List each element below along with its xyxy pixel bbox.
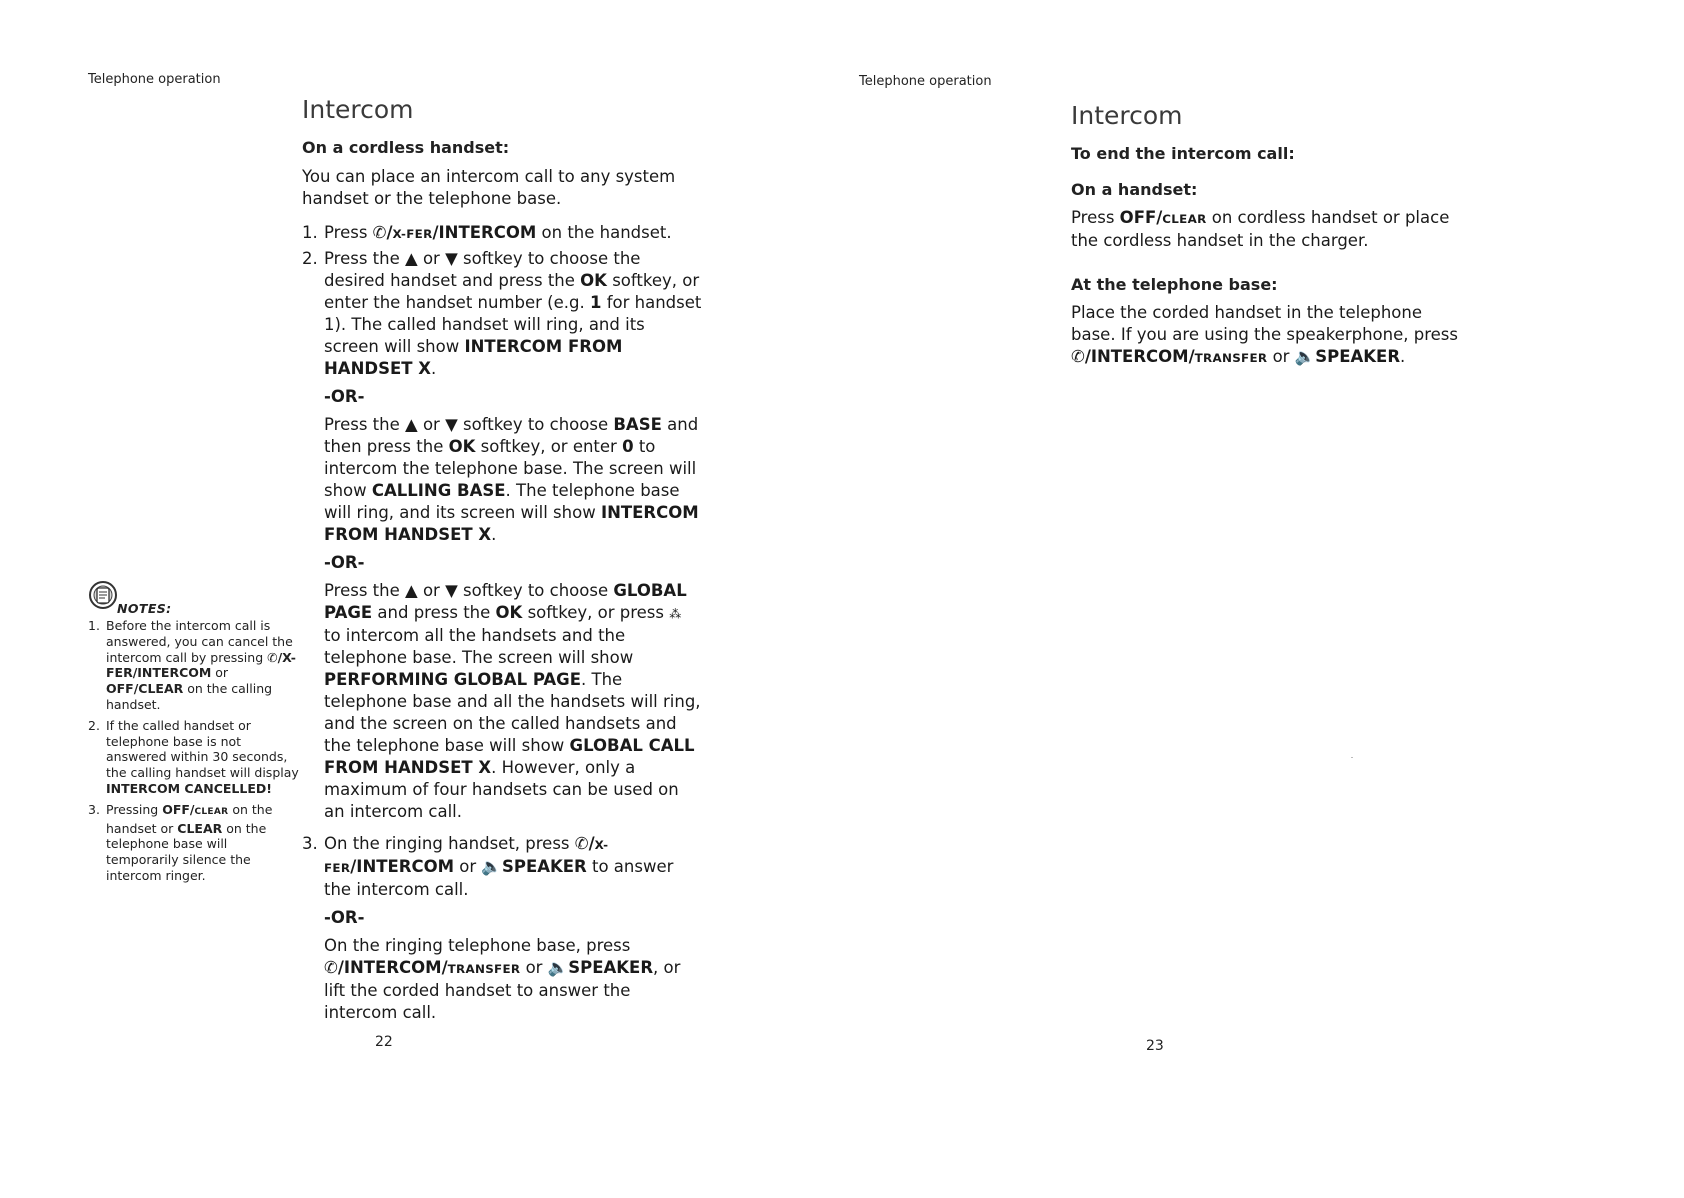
screen-message: CALLING BASE: [371, 481, 506, 500]
intro-paragraph: You can place an intercom call to any system handset or the telephone base.: [302, 167, 676, 208]
key-label: SPEAKER: [501, 857, 587, 876]
note-number: 3.: [88, 801, 100, 817]
step-text: softkey to choose: [457, 415, 614, 434]
key-label: SPEAKER: [1315, 347, 1401, 366]
body-text: Press: [1071, 208, 1120, 227]
step-1: [302, 222, 702, 245]
screen-message: GLOBAL CALL FROM HANDSET X: [324, 736, 695, 777]
step-text: . The telephone base and all the handsets will ring, and the screen on the called handsets and the telephone base will show: [324, 670, 701, 755]
note-text: If the called handset or telephone base is not answered within 30 seconds, the calling handset will display: [106, 717, 299, 781]
step-text: to answer the intercom call.: [324, 857, 674, 899]
running-head: Telephone operation: [859, 74, 992, 89]
body-text: Place the corded handset in the telephone base. If you are using the speakerphone, press: [1071, 303, 1458, 344]
step-text: or: [520, 958, 548, 977]
subheading-end-call: To end the intercom call:: [1071, 144, 1295, 163]
step-number: 1.: [302, 223, 318, 242]
screen-message: INTERCOM FROM HANDSET X: [324, 503, 699, 544]
alternative-2: [324, 580, 702, 823]
step-text: or: [417, 249, 446, 268]
step-text: Press the: [324, 415, 405, 434]
step-2: [302, 248, 702, 823]
key-label: 1: [589, 293, 602, 312]
screen-message: BASE: [613, 415, 662, 434]
step-text: or: [454, 857, 482, 876]
step-text: softkey, or enter: [475, 437, 623, 456]
key-label-smallcaps: TRANSFER: [1194, 351, 1268, 365]
speaker-icon: 🔈: [481, 857, 502, 876]
note-2: [88, 718, 303, 797]
or-separator: -OR-: [324, 553, 365, 572]
step-text: , or lift the corded handset to answer the intercom call.: [324, 958, 681, 1022]
key-label-smallcaps: CLEAR: [194, 806, 229, 817]
section-title: Intercom: [1071, 101, 1183, 130]
note-text: Before the intercom call is answered, you can cancel the intercom call by pressing: [106, 618, 293, 665]
step-text: . However, only a maximum of four handsets can be used on an intercom call.: [324, 758, 679, 821]
body-text: on cordless handset or place the cordless handset in the charger.: [1071, 208, 1450, 250]
key-label-smallcaps: X-FER: [324, 838, 609, 875]
subheading-handset: On a handset:: [1071, 180, 1198, 199]
key-label-smallcaps: X-FER: [392, 227, 433, 241]
step-text: .: [491, 525, 497, 544]
scan-speck: [1351, 757, 1353, 758]
key-label: OK: [448, 437, 476, 456]
speaker-icon: 🔈: [1294, 347, 1316, 366]
key-label: OFF/: [162, 801, 195, 817]
key-label: /X-FER/INTERCOM: [106, 649, 296, 681]
step-text: on the handset.: [536, 223, 672, 242]
step-text: . The telephone base will ring, and its screen will show: [324, 481, 680, 522]
screen-message: PERFORMING GLOBAL PAGE: [324, 670, 581, 689]
base-paragraph: [1071, 302, 1471, 369]
key-label: OK: [580, 271, 607, 290]
step-text: On the ringing telephone base, press: [324, 936, 631, 955]
notes-title: NOTES:: [117, 601, 172, 616]
up-arrow-icon: ▲: [405, 415, 418, 434]
note-text: Pressing: [106, 801, 163, 817]
notes-list: [88, 618, 303, 884]
step-number: 3.: [302, 834, 318, 853]
down-arrow-icon: ▼: [445, 581, 458, 600]
step-text: to intercom the telephone base. The screen will show: [324, 437, 697, 500]
step-3: [302, 833, 702, 1024]
key-label: SPEAKER: [568, 958, 654, 977]
key-label: /INTERCOM/: [337, 958, 448, 977]
main-column: [1071, 143, 1471, 369]
up-arrow-icon: ▲: [405, 249, 418, 268]
key-label: /INTERCOM: [350, 857, 455, 876]
step-text: Press: [324, 223, 373, 242]
body-text: or: [1267, 347, 1295, 366]
note-3: [88, 802, 303, 884]
body-text: .: [1400, 347, 1406, 366]
subheading: On a cordless handset:: [302, 138, 510, 157]
key-label: CLEAR: [177, 820, 223, 836]
page-key-icon: ⁂: [669, 607, 682, 621]
step-text: softkey to choose the desired handset and press the: [324, 249, 641, 290]
step-text: .: [430, 359, 437, 378]
note-number: 2.: [88, 717, 100, 733]
key-label-smallcaps: TRANSFER: [447, 962, 521, 976]
note-1: [88, 618, 303, 713]
alternative-1: [324, 414, 702, 546]
note-text: on the handset or: [106, 801, 273, 836]
step-number: 2.: [302, 249, 318, 268]
subheading-base: At the telephone base:: [1071, 275, 1278, 294]
key-label: OFF/: [1119, 208, 1163, 227]
handset-icon: ✆: [372, 223, 387, 242]
note-text: on the telephone base will temporarily silence the intercom ringer.: [106, 820, 267, 883]
key-label: 0: [622, 437, 634, 456]
handset-icon: ✆: [324, 958, 338, 977]
note-text: on the calling handset.: [106, 681, 273, 712]
step-text: or: [417, 415, 446, 434]
step-text: softkey to choose: [457, 581, 614, 600]
notes-header: [88, 580, 303, 618]
note-text: or: [211, 665, 229, 681]
key-label: /: [588, 834, 595, 853]
or-separator: -OR-: [324, 908, 365, 927]
or-separator: -OR-: [324, 387, 365, 406]
step-text: and press the: [372, 603, 496, 622]
step-text: softkey, or press: [522, 603, 670, 622]
page-number: 22: [375, 1034, 393, 1050]
step-text: On the ringing handset, press: [324, 834, 575, 853]
handset-icon: ✆: [574, 834, 589, 853]
step-text: Press the: [324, 249, 405, 268]
steps-list: [302, 222, 702, 1024]
handset-icon: ✆: [267, 649, 278, 665]
down-arrow-icon: ▼: [445, 415, 458, 434]
key-label-smallcaps: CLEAR: [1162, 212, 1207, 226]
notes-sidebar: [88, 580, 303, 889]
screen-message: INTERCOM FROM HANDSET X: [324, 337, 623, 378]
key-label: /: [386, 223, 393, 242]
key-label: /INTERCOM/: [1084, 347, 1195, 366]
step-text: and then press the: [324, 415, 699, 456]
notes-icon: [88, 580, 120, 612]
up-arrow-icon: ▲: [405, 581, 418, 600]
step-text: for handset 1). The called handset will ring, and its screen will show: [324, 293, 702, 356]
alternative-3: [324, 935, 702, 1024]
step-text: or: [417, 581, 446, 600]
screen-message: INTERCOM CANCELLED!: [106, 780, 272, 796]
speaker-icon: 🔈: [547, 958, 569, 977]
handset-paragraph: [1071, 207, 1471, 252]
step-text: to intercom all the handsets and the telephone base. The screen will show: [324, 626, 634, 667]
main-column: [302, 137, 702, 1024]
key-label: OFF/CLEAR: [106, 681, 184, 697]
key-label: /INTERCOM: [432, 223, 537, 242]
key-label: OK: [495, 603, 523, 622]
down-arrow-icon: ▼: [445, 249, 458, 268]
step-text: Press the: [324, 581, 405, 600]
handset-icon: ✆: [1071, 347, 1085, 366]
screen-message: GLOBAL PAGE: [324, 581, 687, 622]
step-text: softkey, or enter the handset number (e.g.: [324, 271, 700, 312]
running-head: Telephone operation: [88, 72, 221, 87]
page-number: 23: [1146, 1038, 1164, 1054]
note-number: 1.: [88, 618, 100, 633]
section-title: Intercom: [302, 95, 414, 124]
page-23: [842, 0, 1684, 1198]
